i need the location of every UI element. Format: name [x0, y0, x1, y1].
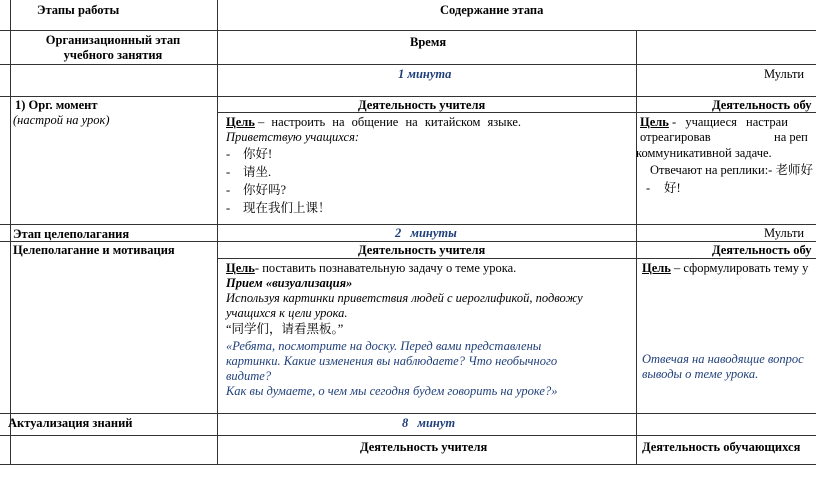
stage2-name: Целеполагание и мотивация: [13, 243, 175, 257]
stage3-duration: 8 минут: [402, 416, 456, 430]
stage1-greeting: Приветствую учащихся:: [226, 130, 360, 144]
col-content-heading: Содержание этапа: [440, 3, 544, 17]
phrase-dash-3: -: [226, 183, 231, 197]
stage2-question-1: «Ребята, посмотрите на доску. Перед вами представлены: [226, 339, 542, 353]
stage1-student-line3: коммуникативной задаче.: [636, 146, 772, 160]
stage2-question-4: Как вы думаете, о чем мы сегодня будем говорить на уроке?»: [226, 384, 558, 398]
time-heading: Время: [410, 35, 447, 49]
stage2-desc-2: учащихся к цели урока.: [226, 306, 348, 320]
grid-hline-7: [217, 258, 816, 259]
stage1-student-goal-word: Цель: [640, 115, 669, 129]
stage1-student-line4: Отвечают на реплики:- 老师好: [650, 163, 813, 177]
stage1-goal-word: Цель: [226, 115, 255, 129]
stage2-method: Прием «визуализация»: [226, 276, 353, 290]
stage1-goal: [226, 114, 521, 130]
grid-vline-left: [10, 0, 11, 465]
phrase-dash-2: -: [226, 165, 231, 179]
stage2-teacher-heading: Деятельность учителя: [358, 243, 486, 257]
stage1-student-dash: -: [646, 181, 651, 195]
stage1-student-line2a: отреагировав: [640, 130, 711, 144]
grid-hline-10: [0, 464, 816, 465]
stage3-label: Актуализация знаний: [8, 416, 133, 430]
stage2-chinese: “同学们，请看黑板。”: [226, 322, 344, 336]
stage2-goal-text: - поставить познавательную задачу о теме урока.: [254, 261, 517, 275]
stage1-student-heading: Деятельность обу: [712, 98, 812, 112]
stage2-duration: 2 минуты: [395, 226, 457, 240]
stage2-goal: [226, 260, 516, 276]
stage2-student-answer-1: Отвечая на наводящие вопрос: [642, 352, 804, 366]
phrase-2: 请坐.: [243, 165, 272, 179]
stage1-student-line5: 好!: [664, 181, 681, 195]
stage2-multi: Мульти: [764, 226, 805, 240]
stage2-question-3: видите?: [226, 369, 272, 383]
phrase-1: 你好!: [243, 147, 273, 161]
org-stage-label: Организационный этап учебного занятия: [45, 33, 181, 62]
stage2-student-answer-2: выводы о теме урока.: [642, 367, 759, 381]
stage1-teacher-heading: Деятельность учителя: [358, 98, 486, 112]
stage2-student-heading: Деятельность обу: [712, 243, 812, 257]
grid-hline-8: [0, 413, 816, 414]
stage1-multi: Мульти: [764, 67, 805, 81]
grid-hline-9: [0, 435, 816, 436]
grid-vline-stages: [217, 0, 218, 465]
col-stages-heading: Этапы работы: [37, 3, 120, 17]
stage1-student-line2b: на реп: [774, 130, 808, 144]
grid-hline-2: [0, 64, 816, 65]
stage1-student-goal-rest: - учащиеся настраи: [672, 115, 788, 129]
stage2-student-goal-rest: – сформулировать тему у: [674, 261, 809, 275]
stage2-question-2: картинки. Какие изменения вы наблюдаете? Что необычного: [226, 354, 558, 368]
stage1-duration: 1 минута: [398, 67, 452, 81]
phrase-4: 现在我们上课！: [243, 201, 331, 215]
stage2-student-goal: [642, 260, 808, 276]
stage3-teacher-heading: Деятельность учителя: [360, 440, 488, 454]
stage2-desc-1: Используя картинки приветствия людей с иероглификой, подвожу: [226, 291, 583, 305]
stage2-goal-word: Цель: [226, 261, 255, 275]
stage1-student-goal: [640, 114, 788, 130]
stage1-subtitle: (настрой на урок): [13, 113, 110, 127]
stage1-name: 1) Орг. момент: [15, 98, 98, 112]
phrase-dash-1: -: [226, 147, 231, 161]
grid-hline-1: [0, 30, 816, 31]
stage2-student-goal-word: Цель: [642, 261, 671, 275]
stage1-goal-text: – настроить на общение на китайском языке.: [258, 115, 522, 129]
phrase-3: 你好吗?: [243, 183, 287, 197]
stage2-label: Этап целеполагания: [13, 227, 130, 241]
phrase-dash-4: -: [226, 201, 231, 215]
stage3-student-heading: Деятельность обучающихся: [642, 440, 801, 454]
